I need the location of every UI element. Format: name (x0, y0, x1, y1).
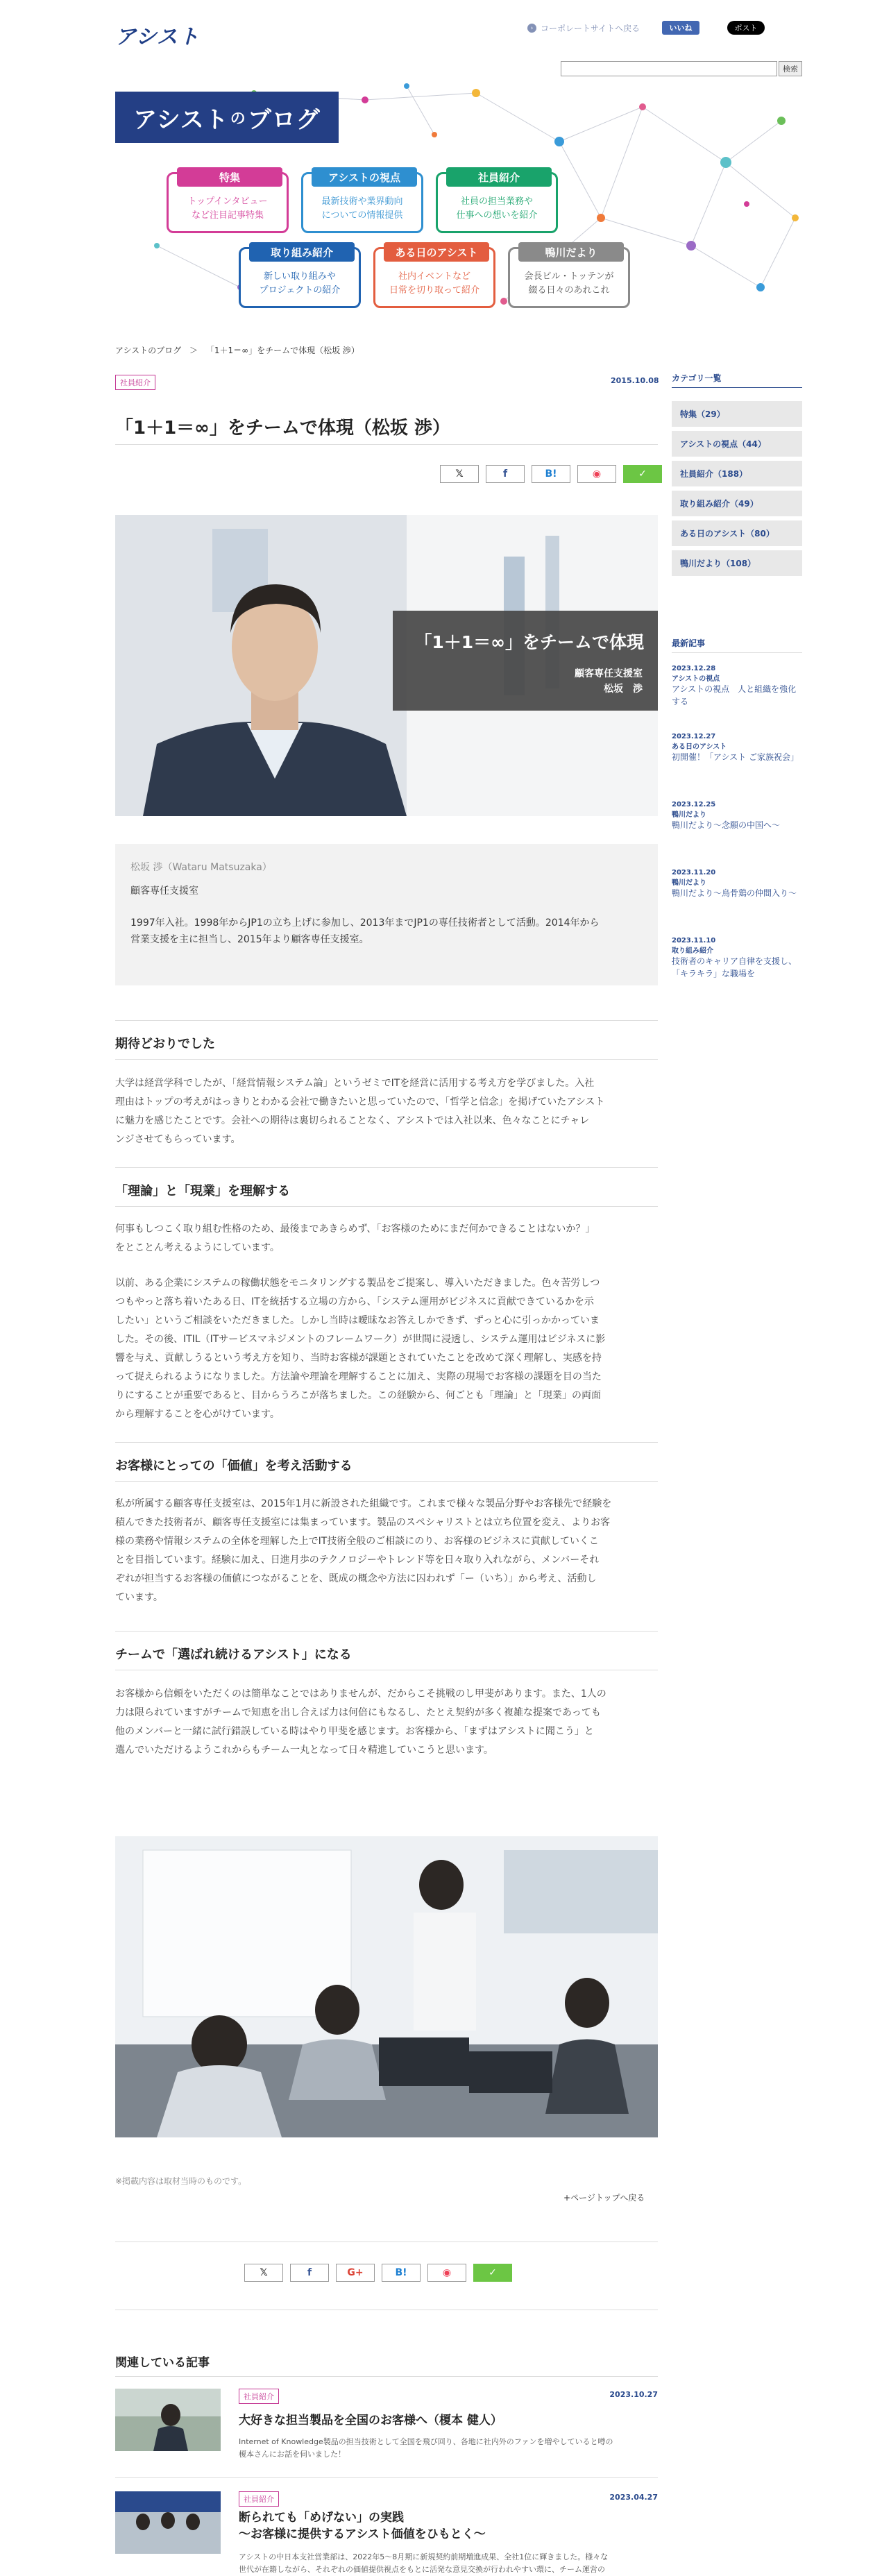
feedly-share-button[interactable]: ✓ (473, 2264, 512, 2282)
category-tag: 特集 (177, 167, 282, 187)
sidebar-category-item[interactable]: ある日のアシスト（80） (672, 520, 802, 548)
google-plus-share-button[interactable]: G+ (336, 2264, 375, 2282)
recent-post[interactable]: 2023.12.25 鴨川だより 鴨川だより〜念願の中国へ〜 (672, 801, 781, 830)
divider (672, 652, 802, 653)
x-post-label: ポスト (734, 24, 758, 33)
search-button[interactable]: 検索 (779, 61, 802, 76)
site-logo[interactable]: アシスト (115, 25, 200, 49)
corporate-site-link[interactable] (527, 22, 640, 34)
sidebar-category-item[interactable]: 鴨川だより（108） (672, 550, 802, 578)
recent-post[interactable]: 2023.12.28 アシストの視点 アシストの視点 人と組織を強化する (672, 665, 797, 706)
divider (115, 1020, 658, 1021)
pocket-share-button[interactable]: ◉ (577, 465, 616, 483)
sidebar-recent-heading: 最新記事 (672, 638, 706, 648)
arrow-circle-icon: › (527, 24, 536, 33)
blog-title-part-a: アシスト (133, 105, 229, 134)
profile-bio: 1997年入社。1998年からJP1の立ち上げに参加し、2013年までJP1の専任技術者として活動。2014年から 営業支援を主に担当し、2015年より顧客専任支援室。 (130, 917, 600, 945)
breadcrumb-home[interactable]: アシストのブログ (115, 346, 182, 355)
sidebar-category-item[interactable]: 社員紹介（188） (672, 461, 802, 489)
section-paragraph: 大学は経営学科でしたが、「経営情報システム論」というゼミでITを経営に活用する考え方を学びました。入社 理由はトップの考えがはっきりとわかる会社で働きたいと思っていたので、「哲学と信念」を掲げていたアシスト に魅力を感じたことです。会社への期待は裏切られることなく、アシストでは入社以来、色々なことにチャレ ンジさせてもらっています。 (115, 1078, 605, 1145)
divider (115, 2477, 658, 2478)
related-excerpt: アシストの中日本支社営業部は、2022年5〜8月期に新規契約前期増進成果、全社1位に輝きました。様々な 世代が在籍しながら、それぞれの価値提供視点をもとに活発な意見交換が行われやすい環に、チーム運営の (239, 2552, 609, 2574)
x-share-button[interactable]: 𝕏 (244, 2264, 283, 2282)
breadcrumb (115, 344, 359, 356)
blog-title[interactable] (115, 92, 339, 143)
related-heading: 関連している記事 (115, 2356, 210, 2370)
section-heading: 「理論」と「現業」を理解する (115, 1184, 290, 1198)
search-input[interactable] (561, 61, 777, 76)
post-title: 「1＋1＝∞」をチームで体現（松坂 渉） (115, 418, 450, 439)
facebook-share-button[interactable]: f (290, 2264, 329, 2282)
recent-post[interactable]: 2023.11.10 取り組み紹介 技術者のキャリア自律を支援し、「キラキラ」な職場を (672, 937, 797, 978)
share-buttons-bottom (244, 2264, 512, 2282)
corporate-site-label: コーポレートサイトへ戻る (541, 24, 640, 33)
category-card-viewpoint[interactable] (301, 172, 423, 233)
note-text: ※掲載内容は取材当時のものです。 (115, 2176, 247, 2186)
sidebar-category-item[interactable]: アシストの視点（44） (672, 431, 802, 459)
hatena-share-button[interactable]: B! (532, 465, 570, 483)
category-desc: 会長ビル・トッテンが 綴る日々のあれこれ (524, 271, 614, 296)
category-desc: 社内イベントなど 日常を切り取って紹介 (389, 271, 480, 296)
category-tag: 取り組み紹介 (249, 242, 355, 262)
share-buttons-top (440, 465, 662, 483)
profile-name: 松坂 渉（Wataru Matsuzaka） (130, 862, 272, 873)
section-heading: チームで「選ばれ続けるアシスト」になる (115, 1647, 352, 1662)
photo-caption: 「1＋1＝∞」をチームで体現 (414, 632, 644, 652)
hatena-share-button[interactable]: B! (382, 2264, 421, 2282)
divider (115, 2376, 658, 2377)
x-share-button[interactable]: 𝕏 (440, 465, 479, 483)
recent-post[interactable]: 2023.12.27 ある日のアシスト 初開催！「アシスト ご家族祝会」 (672, 733, 799, 762)
pocket-share-button[interactable]: ◉ (427, 2264, 466, 2282)
breadcrumb-sep: ＞ (189, 346, 198, 355)
photo-caption-sub: 顧客専任支援室 松坂 渉 (575, 668, 643, 695)
category-tag: 鴨川だより (518, 242, 624, 262)
back-to-top-link[interactable]: +ページトップへ戻る (563, 2193, 645, 2203)
related-date: 2023.10.27 (609, 2390, 658, 2399)
category-card-feature[interactable] (167, 172, 289, 233)
category-card-initiatives[interactable] (239, 247, 361, 308)
feedly-share-button[interactable]: ✓ (623, 465, 662, 483)
divider (115, 1059, 658, 1060)
related-excerpt: Internet of Knowledge製品の担当技術として全国を飛び回り、各地に社内外のファンを増やしていると噂の 榎本さんにお話を伺いました！ (239, 2437, 613, 2459)
facebook-like-button[interactable] (662, 21, 699, 35)
related-category[interactable]: 社員紹介 (239, 2389, 279, 2404)
photo-caption-box (393, 611, 658, 711)
divider (115, 1481, 658, 1482)
related-category[interactable]: 社員紹介 (239, 2491, 279, 2507)
category-tag: 社員紹介 (446, 167, 552, 187)
section-paragraph: お客様から信頼をいただくのは簡単なことではありませんが、だからこそ挑戦のし甲斐があります。また、1人の 力は限られていますがチームで知恵を出し合えば力は何倍にもなるし、たとえ契約が多く複雑な提案であっても 他のメンバーと一緒に試行錯誤している時はやり甲斐を感じます。お客様から、「まずはアシストに聞こう」と 選んでいただけるようこれからもチーム一丸となって日々精進していこうと思います。 (115, 1688, 606, 1756)
related-thumbnail (115, 2389, 221, 2451)
post-category-badge[interactable]: 社員紹介 (115, 375, 155, 390)
divider (115, 1206, 658, 1207)
section-heading: お客様にとっての「価値」を考え活動する (115, 1459, 353, 1473)
category-desc: 最新技術や業界動向 についての情報提供 (321, 196, 403, 221)
related-date: 2023.04.27 (609, 2493, 658, 2502)
divider (115, 1442, 658, 1443)
category-desc: 社員の担当業務や 仕事への想いを紹介 (456, 196, 538, 221)
meeting-photo (115, 1836, 658, 2137)
section-paragraph: 私が所属する顧客専任支援室は、2015年1月に新設された組織です。これまで様々な製品分野やお客様先で経験を 積んできた技術者が、顧客専任支援室には集まっています。製品のスペシャリストとは立ち位置を変え、よりお客 様の業務や情報システムの全体を理解した上でIT技術全般のご相談にのり、お客様のビジネスに貢献していくこ とを目指しています。経験に加え、日進月歩のテクノロジーやトレンド等を日々取り入れながら、メンバーそれ ぞれが担当するお客様の価値につながることを、既成の概念や方法に囚われず「ー（いち）」から考え、活動し ています。 (115, 1498, 612, 1603)
related-article[interactable] (115, 2491, 658, 2574)
sidebar-category-item[interactable]: 特集（29） (672, 401, 802, 429)
recent-post[interactable]: 2023.11.20 鴨川だより 鴨川だより〜烏骨鶏の仲間入り〜 (672, 869, 797, 898)
related-title: 断られても「めげない」の実践 〜お客様に提供するアシスト価値をひもとく〜 (239, 2511, 486, 2541)
related-thumbnail (115, 2491, 221, 2554)
divider (115, 1167, 658, 1168)
category-card-staff[interactable] (436, 172, 558, 233)
facebook-share-button[interactable]: f (486, 465, 525, 483)
divider (115, 444, 658, 445)
related-article[interactable] (115, 2389, 658, 2479)
category-tag: ある日のアシスト (384, 242, 489, 262)
x-post-button[interactable] (727, 21, 765, 35)
blog-title-no: の (230, 110, 246, 128)
breadcrumb-current: 「1＋1＝∞」をチームで体現（松坂 渉） (205, 346, 359, 355)
category-desc: トップインタビュー など注目記事特集 (187, 196, 268, 221)
related-title: 大好きな担当製品を全国のお客様へ（榎本 健人） (239, 2414, 502, 2427)
sidebar-category-heading: カテゴリ一覧 (672, 373, 722, 383)
section-paragraph: 以前、ある企業にシステムの稼働状態をモニタリングする製品をご提案し、導入いただきました。色々苦労しつ つもやっと落ち着いたある日、ITを統括する立場の方から、「システム運用がビジネスに貢献できているかを示 したい」というご相談をいただきました。しかし当時は曖昧なお答えしかできず、ずっと心に引っかかっていま した。その後、ITIL（ITサービスマネジメントのフレームワーク）が世間に浸透し、システム運用はビジネスに影 響を与え、貢献しうるという考え方を知り、当時お客様が課題とされていたことを改めて深く理解し、実感を持 って捉えられるようになりました。方法論や理論を理解することに加え、実際の現場でお客様の課題を目の当た りにすることが重要であると、目からうろこが落ちました。この経験から、何ごとも「理論」と「現業」の両面 から理解することを心がけています。 (115, 1278, 606, 1420)
profile-position: 顧客専任支援室 (130, 886, 198, 897)
divider (115, 1631, 658, 1632)
facebook-like-label: いいね (669, 24, 693, 33)
sidebar-category-item[interactable]: 取り組み紹介（49） (672, 491, 802, 518)
category-tag: アシストの視点 (312, 167, 417, 187)
section-heading: 期待どおりでした (115, 1037, 215, 1051)
post-date: 2015.10.08 (611, 376, 659, 385)
meeting-illustration (115, 1836, 658, 2137)
category-card-oneday[interactable] (373, 247, 495, 308)
section-paragraph: 何事もしつこく取り組む性格のため、最後まであきらめず、「お客様のためにまだ何かできることはないか？」 をとことん考えるようにしています。 (115, 1223, 595, 1253)
category-desc: 新しい取り組みや プロジェクトの紹介 (259, 271, 341, 296)
divider (672, 387, 802, 388)
category-card-kamogawa[interactable] (508, 247, 630, 308)
blog-title-part-b: ブログ (247, 105, 321, 134)
profile-box (115, 844, 658, 985)
